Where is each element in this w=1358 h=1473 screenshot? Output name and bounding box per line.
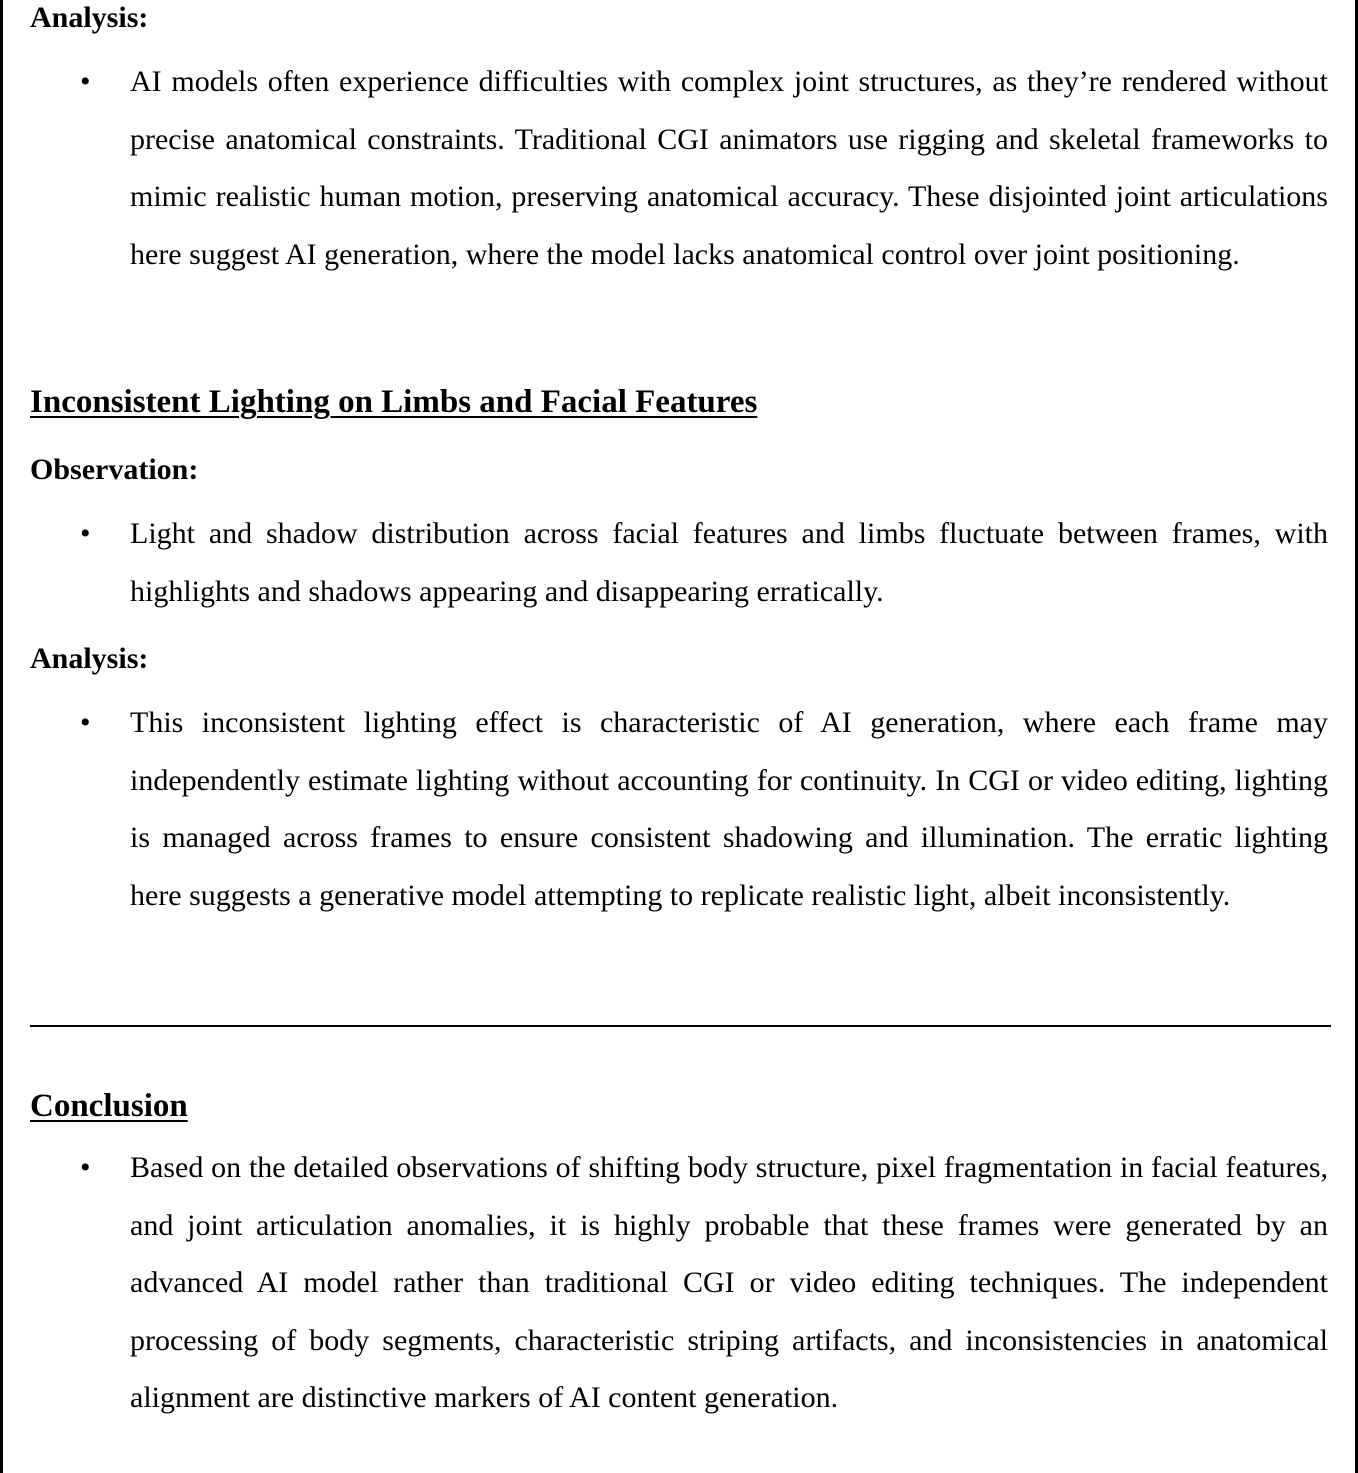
- conclusion-block: [30, 1139, 1328, 1427]
- analysis-block-2: [30, 641, 1328, 924]
- analysis-label: Analysis:: [30, 642, 149, 675]
- horizontal-rule: [30, 1025, 1331, 1027]
- list-item: [30, 1139, 1328, 1427]
- list-item: [30, 694, 1328, 924]
- bullet-icon: •: [80, 1151, 91, 1184]
- observation-bullet-text: Light and shadow distribution across facial features and limbs fluctuate between frames, with highlights and shadows appearing and disappearing erratically.: [130, 517, 1328, 608]
- analysis-block-1: [30, 0, 1328, 283]
- conclusion-heading: Conclusion: [30, 1088, 188, 1124]
- bullet-icon: •: [80, 65, 91, 98]
- observation-label: Observation:: [30, 453, 199, 486]
- list-item: [30, 505, 1328, 620]
- list-item: [30, 53, 1328, 283]
- lighting-section: [30, 382, 1328, 422]
- observation-block: [30, 452, 1328, 620]
- bullet-icon: •: [80, 517, 91, 550]
- conclusion-bullet-text: Based on the detailed observations of shifting body structure, pixel fragmentation in facial features, and joint articulation anomalies, it is highly probable that these frames were generated by an advanced AI model rather than traditional CGI or video editing techniques. The independent processing of body segments, characteristic striping artifacts, and inconsistencies in anatomical alignment are distinctive markers of AI content generation.: [130, 1151, 1328, 1414]
- conclusion-section: [30, 1086, 1328, 1126]
- page-border-left: [0, 0, 3, 1473]
- section-heading: Inconsistent Lighting on Limbs and Facial Features: [30, 384, 758, 420]
- analysis-bullet-text: This inconsistent lighting effect is characteristic of AI generation, where each frame may independently estimate lighting without accounting for continuity. In CGI or video editing, lighting is managed across frames to ensure consistent shadowing and illumination. The erratic lighting here suggests a generative model attempting to replicate realistic light, albeit inconsistently.: [130, 706, 1328, 912]
- bullet-icon: •: [80, 706, 91, 739]
- analysis-label: Analysis:: [30, 1, 149, 34]
- analysis-bullet-text: AI models often experience difficulties with complex joint structures, as they’re rendered without precise anatomical constraints. Traditional CGI animators use rigging and skeletal frameworks to mimic realistic human motion, preserving anatomical accuracy. These disjointed joint articulations here suggest AI generation, where the model lacks anatomical control over joint positioning.: [130, 65, 1328, 271]
